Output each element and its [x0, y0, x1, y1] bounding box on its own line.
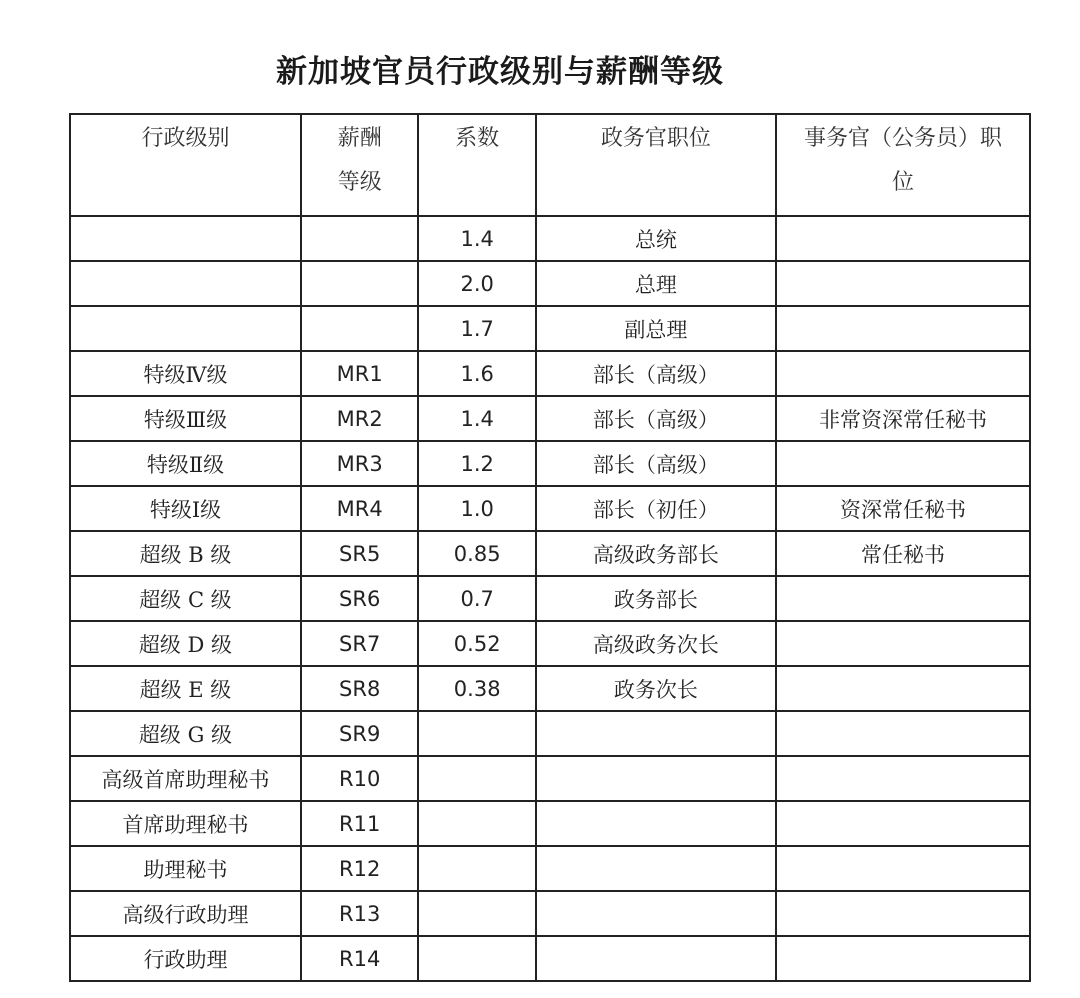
table-row [70, 351, 1030, 396]
cell-pay-grade: SR8 [301, 666, 418, 711]
cell-pay-grade [301, 261, 418, 306]
cell-political-position: 总统 [536, 216, 776, 261]
cell-civil-position [776, 306, 1030, 351]
cell-pay-grade: SR6 [301, 576, 418, 621]
cell-political-position: 高级政务部长 [536, 531, 776, 576]
cell-coefficient: 1.7 [418, 306, 535, 351]
cell-pay-grade [301, 216, 418, 261]
cell-political-position [536, 756, 776, 801]
cell-civil-position [776, 756, 1030, 801]
cell-political-position: 部长（初任） [536, 486, 776, 531]
cell-civil-position [776, 846, 1030, 891]
table-row [70, 891, 1030, 936]
cell-political-position: 部长（高级） [536, 351, 776, 396]
cell-civil-position: 资深常任秘书 [776, 486, 1030, 531]
cell-civil-position [776, 666, 1030, 711]
cell-level: 超级 C 级 [70, 576, 301, 621]
cell-political-position: 高级政务次长 [536, 621, 776, 666]
cell-pay-grade: R13 [301, 891, 418, 936]
cell-coefficient [418, 756, 535, 801]
cell-level [70, 216, 301, 261]
cell-civil-position [776, 936, 1030, 981]
cell-pay-grade: SR5 [301, 531, 418, 576]
cell-pay-grade: MR3 [301, 441, 418, 486]
cell-pay-grade: R11 [301, 801, 418, 846]
cell-civil-position [776, 261, 1030, 306]
cell-coefficient [418, 936, 535, 981]
cell-political-position: 总理 [536, 261, 776, 306]
grade-table [69, 113, 1031, 982]
table-row [70, 261, 1030, 306]
cell-political-position [536, 711, 776, 756]
cell-coefficient: 0.38 [418, 666, 535, 711]
cell-civil-position [776, 711, 1030, 756]
cell-level: 超级 G 级 [70, 711, 301, 756]
cell-coefficient: 0.7 [418, 576, 535, 621]
cell-coefficient: 1.4 [418, 396, 535, 441]
table-row [70, 441, 1030, 486]
table-row [70, 711, 1030, 756]
cell-pay-grade [301, 306, 418, 351]
table-row [70, 306, 1030, 351]
cell-civil-position [776, 351, 1030, 396]
cell-coefficient: 1.6 [418, 351, 535, 396]
cell-civil-position [776, 576, 1030, 621]
table-row [70, 936, 1030, 981]
cell-civil-position [776, 621, 1030, 666]
cell-coefficient: 1.2 [418, 441, 535, 486]
page-title: 新加坡官员行政级别与薪酬等级 [276, 54, 724, 90]
cell-pay-grade: MR4 [301, 486, 418, 531]
table-row [70, 621, 1030, 666]
cell-political-position: 政务部长 [536, 576, 776, 621]
cell-level: 超级 E 级 [70, 666, 301, 711]
cell-level: 超级 D 级 [70, 621, 301, 666]
header-political-position: 政务官职位 [536, 114, 776, 216]
table-row [70, 396, 1030, 441]
cell-political-position: 副总理 [536, 306, 776, 351]
cell-pay-grade: R12 [301, 846, 418, 891]
cell-level: 助理秘书 [70, 846, 301, 891]
cell-pay-grade: MR2 [301, 396, 418, 441]
cell-pay-grade: R14 [301, 936, 418, 981]
cell-coefficient: 0.85 [418, 531, 535, 576]
header-pay-grade: 薪酬 等级 [301, 114, 418, 216]
header-row [70, 114, 1030, 216]
cell-coefficient: 1.0 [418, 486, 535, 531]
cell-political-position: 部长（高级） [536, 396, 776, 441]
cell-civil-position: 非常资深常任秘书 [776, 396, 1030, 441]
table-row [70, 846, 1030, 891]
table-row [70, 576, 1030, 621]
cell-level: 特级Ⅲ级 [70, 396, 301, 441]
cell-level: 首席助理秘书 [70, 801, 301, 846]
table-row [70, 216, 1030, 261]
cell-civil-position: 常任秘书 [776, 531, 1030, 576]
cell-level [70, 261, 301, 306]
cell-political-position: 政务次长 [536, 666, 776, 711]
cell-civil-position [776, 891, 1030, 936]
cell-civil-position [776, 441, 1030, 486]
table-row [70, 666, 1030, 711]
cell-coefficient: 0.52 [418, 621, 535, 666]
cell-political-position: 部长（高级） [536, 441, 776, 486]
cell-coefficient [418, 891, 535, 936]
cell-civil-position [776, 216, 1030, 261]
table-row [70, 486, 1030, 531]
cell-level: 超级 B 级 [70, 531, 301, 576]
cell-coefficient: 1.4 [418, 216, 535, 261]
cell-pay-grade: MR1 [301, 351, 418, 396]
cell-level [70, 306, 301, 351]
cell-civil-position [776, 801, 1030, 846]
cell-level: 特级Ⅳ级 [70, 351, 301, 396]
cell-political-position [536, 891, 776, 936]
cell-political-position [536, 801, 776, 846]
cell-coefficient [418, 846, 535, 891]
cell-level: 高级行政助理 [70, 891, 301, 936]
header-coefficient: 系数 [418, 114, 535, 216]
cell-level: 行政助理 [70, 936, 301, 981]
table-row [70, 531, 1030, 576]
cell-level: 特级Ⅰ级 [70, 486, 301, 531]
cell-pay-grade: SR7 [301, 621, 418, 666]
header-level: 行政级别 [70, 114, 301, 216]
table-row [70, 756, 1030, 801]
cell-level: 特级Ⅱ级 [70, 441, 301, 486]
table-row [70, 801, 1030, 846]
cell-coefficient: 2.0 [418, 261, 535, 306]
cell-political-position [536, 846, 776, 891]
cell-pay-grade: SR9 [301, 711, 418, 756]
cell-political-position [536, 936, 776, 981]
cell-level: 高级首席助理秘书 [70, 756, 301, 801]
cell-coefficient [418, 711, 535, 756]
cell-pay-grade: R10 [301, 756, 418, 801]
cell-coefficient [418, 801, 535, 846]
header-civil-position: 事务官（公务员）职 位 [776, 114, 1030, 216]
